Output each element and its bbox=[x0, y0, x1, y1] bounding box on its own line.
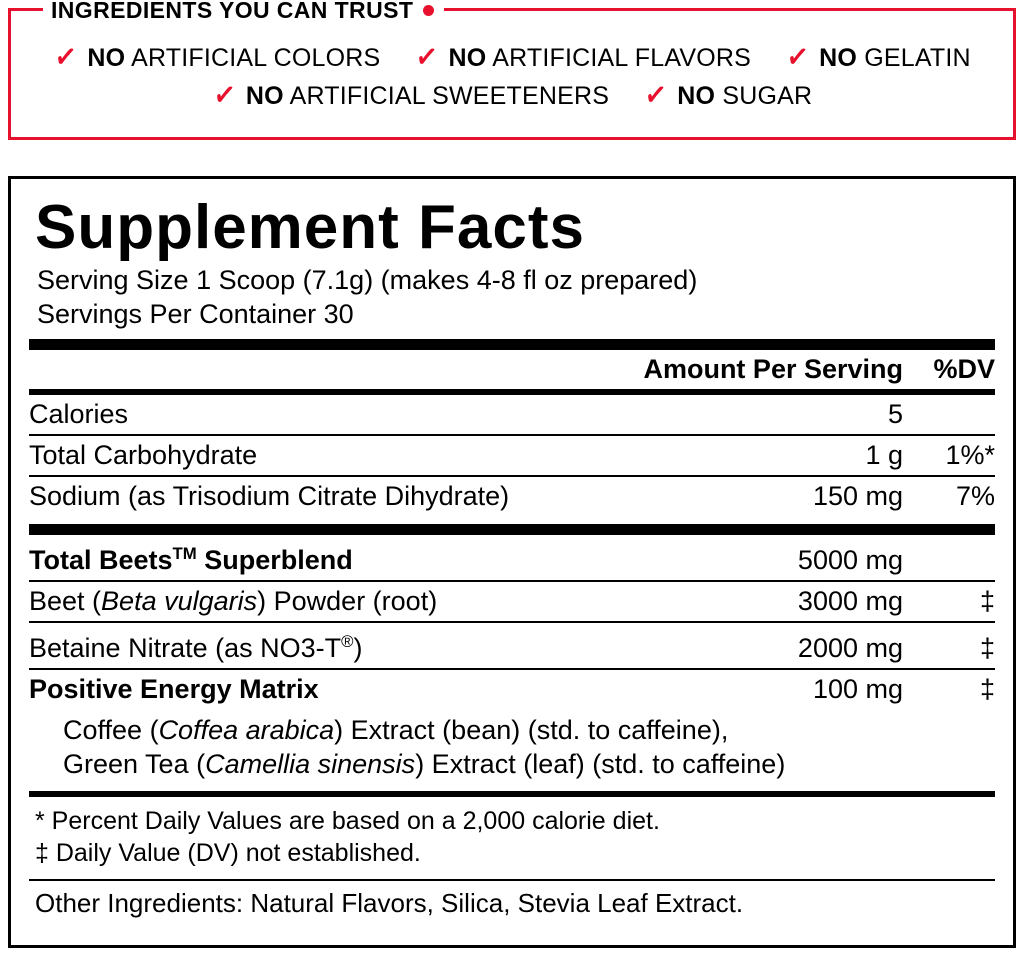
claim-rest: ARTIFICIAL COLORS bbox=[131, 43, 381, 72]
blend-dv: ‡ bbox=[979, 674, 995, 704]
supplement-facts-panel bbox=[8, 176, 1016, 948]
ingredient-name-post: ) Extract (bean) (std. to caffeine), bbox=[334, 715, 729, 745]
row-name bbox=[29, 622, 724, 669]
footnotes bbox=[29, 805, 995, 869]
row-name bbox=[29, 581, 724, 622]
checkmark-icon: ✓ bbox=[211, 77, 237, 114]
ingredient-name-post: ) Extract (leaf) (std. to caffeine) bbox=[415, 749, 786, 779]
ingredient-latin-name: Coffea arabica bbox=[158, 715, 335, 745]
table-header-row bbox=[29, 350, 995, 389]
table-row bbox=[29, 435, 995, 476]
ingredient-name-pre: Coffee ( bbox=[63, 715, 159, 745]
blend2-ingredient-line bbox=[63, 747, 995, 781]
blend-name bbox=[29, 535, 724, 581]
ingredient-latin-name: Camellia sinensis bbox=[205, 749, 416, 779]
row-amount: 2000 mg bbox=[724, 622, 903, 669]
blend-name-post: Superblend bbox=[196, 545, 353, 575]
claim-label bbox=[677, 82, 812, 111]
row-name: Calories bbox=[29, 395, 765, 435]
trust-banner-title: INGREDIENTS YOU CAN TRUST bbox=[51, 0, 414, 23]
registered-mark: ® bbox=[341, 632, 354, 651]
footnote-dv-not-established: ‡ Daily Value (DV) not established. bbox=[35, 839, 421, 867]
table-row bbox=[29, 622, 995, 669]
blend-amount: 100 mg bbox=[812, 674, 903, 704]
footnote-daily-value: * Percent Daily Values are based on a 2,000 calorie diet. bbox=[35, 807, 660, 835]
divider-thin-bottom bbox=[29, 879, 995, 881]
blend2-ingredient-line bbox=[63, 713, 995, 747]
ingredient-name-pre: Green Tea ( bbox=[63, 749, 206, 779]
serving-size-line: Serving Size 1 Scoop (7.1g) (makes 4-8 fl oz prepared) bbox=[37, 265, 698, 295]
row-dv bbox=[903, 395, 995, 435]
claim-label bbox=[87, 44, 380, 73]
divider-thick-mid bbox=[29, 524, 995, 535]
blend-table bbox=[29, 535, 995, 709]
table-row-blend-header bbox=[29, 535, 995, 581]
claim-rest: GELATIN bbox=[864, 43, 971, 72]
column-header-amount: Amount Per Serving bbox=[643, 354, 903, 384]
checkmark-icon: ✓ bbox=[414, 39, 440, 76]
blend-dv bbox=[903, 535, 995, 581]
claim-rest: ARTIFICIAL FLAVORS bbox=[492, 43, 751, 72]
claim-no-artificial-sweeteners bbox=[211, 77, 610, 114]
claim-strong: NO bbox=[819, 43, 858, 72]
trust-banner-title-wrap bbox=[43, 0, 444, 22]
row-dv: ‡ bbox=[903, 581, 995, 622]
claim-no-sugar bbox=[643, 77, 813, 114]
row-name: Sodium (as Trisodium Citrate Dihydrate) bbox=[29, 481, 510, 511]
checkmark-icon: ✓ bbox=[643, 77, 669, 114]
checkmark-icon: ✓ bbox=[53, 39, 79, 76]
claim-no-artificial-flavors bbox=[414, 39, 751, 76]
nutrition-header-table bbox=[29, 350, 995, 389]
ingredient-name-post: ) bbox=[353, 633, 363, 663]
table-row bbox=[29, 476, 995, 516]
page-title: Supplement Facts bbox=[35, 193, 585, 262]
trademark-mark: TM bbox=[172, 544, 197, 563]
claim-label bbox=[819, 44, 971, 73]
blend-name: Positive Energy Matrix bbox=[29, 674, 319, 704]
nutrition-rows-table bbox=[29, 395, 995, 516]
ingredients-trust-banner bbox=[8, 0, 1016, 140]
claim-label bbox=[246, 82, 609, 111]
claim-strong: NO bbox=[245, 81, 284, 110]
divider-thick-top bbox=[29, 339, 995, 350]
ingredient-name-pre: Beet ( bbox=[29, 586, 102, 616]
other-ingredients: Other Ingredients: Natural Flavors, Silica, Stevia Leaf Extract. bbox=[35, 888, 744, 918]
row-amount: 1 g bbox=[765, 435, 903, 476]
checkmark-icon: ✓ bbox=[785, 39, 811, 76]
claim-rest: SUGAR bbox=[722, 81, 813, 110]
blend-name-pre: Total Beets bbox=[29, 545, 173, 575]
row-dv: ‡ bbox=[903, 622, 995, 669]
red-dot-icon bbox=[423, 5, 434, 16]
table-row bbox=[29, 581, 995, 622]
row-amount: 5 bbox=[765, 395, 903, 435]
servings-per-container-line: Servings Per Container 30 bbox=[37, 299, 354, 329]
table-row bbox=[29, 395, 995, 435]
divider-med-2 bbox=[29, 791, 995, 797]
blend2-ingredient-list bbox=[29, 713, 995, 781]
claim-strong: NO bbox=[677, 81, 716, 110]
ingredient-latin-name: Beta vulgaris bbox=[101, 586, 258, 616]
row-name: Total Carbohydrate bbox=[29, 435, 765, 476]
claims-row-2 bbox=[11, 77, 1013, 114]
claim-strong: NO bbox=[448, 43, 487, 72]
claim-label bbox=[449, 44, 751, 73]
claim-no-gelatin bbox=[785, 39, 971, 76]
claim-rest: ARTIFICIAL SWEETENERS bbox=[289, 81, 610, 110]
row-amount: 3000 mg bbox=[724, 581, 903, 622]
row-dv: 1%* bbox=[903, 435, 995, 476]
claim-strong: NO bbox=[87, 43, 126, 72]
row-dv: 7% bbox=[955, 481, 995, 511]
column-header-dv: %DV bbox=[933, 354, 995, 384]
ingredient-name-pre: Betaine Nitrate (as NO3-T bbox=[29, 633, 342, 663]
ingredient-name-post: ) Powder (root) bbox=[257, 586, 438, 616]
row-amount: 150 mg bbox=[812, 481, 903, 511]
table-row-blend-header bbox=[29, 669, 995, 709]
blend-amount: 5000 mg bbox=[724, 535, 903, 581]
claims-row-1 bbox=[11, 39, 1013, 76]
claim-no-artificial-colors bbox=[53, 39, 381, 76]
